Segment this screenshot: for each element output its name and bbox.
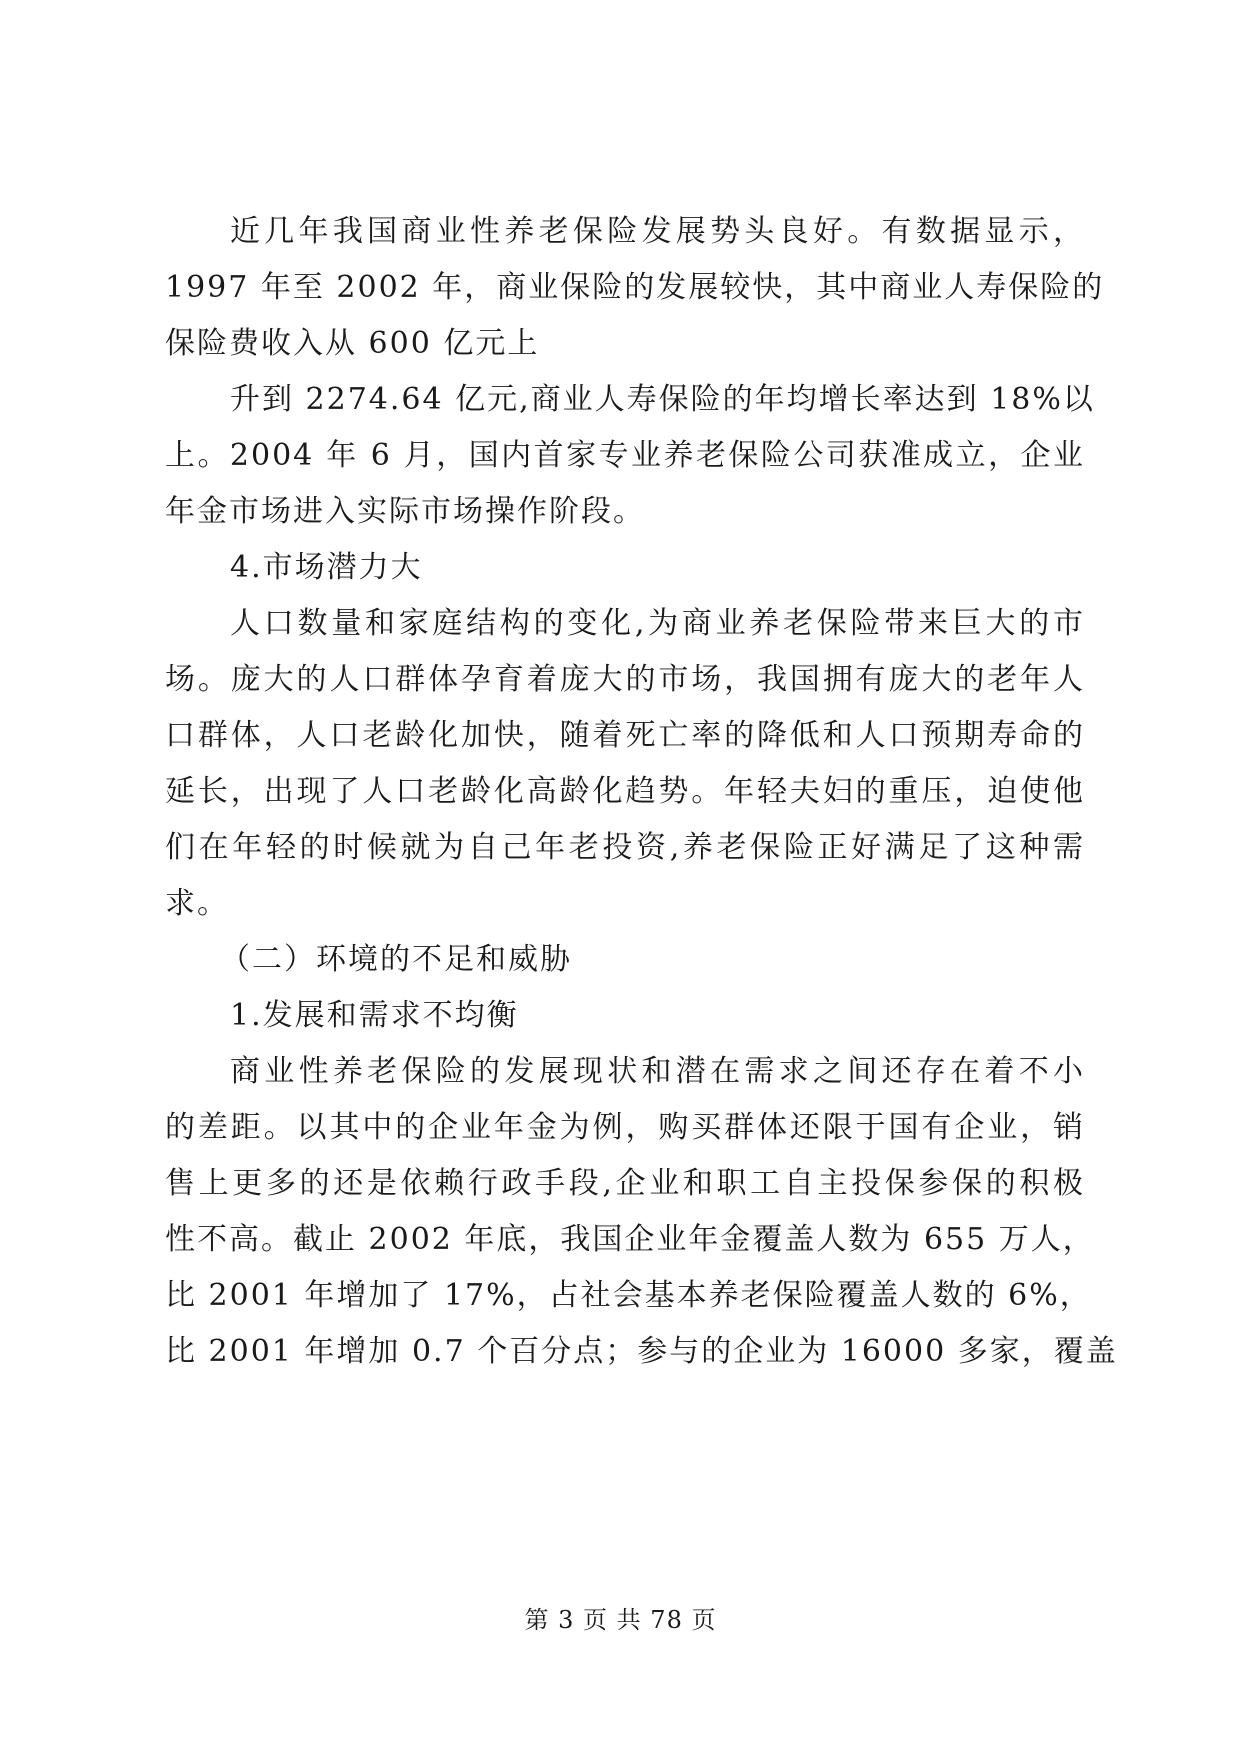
paragraph-line: 上。2004 年 6 月，国内首家专业养老保险公司获准成立，企业 <box>165 438 1085 473</box>
paragraph-line: 人口数量和家庭结构的变化,为商业养老保险带来巨大的市 <box>230 606 1085 641</box>
paragraph-line: 比 2001 年增加了 17%，占社会基本养老保险覆盖人数的 6%， <box>165 1278 1092 1313</box>
paragraph-line: 口群体，人口老龄化加快，随着死亡率的降低和人口预期寿命的 <box>165 718 1085 753</box>
paragraph-line: 近几年我国商业性养老保险发展势头良好。有数据显示， <box>230 214 1085 249</box>
page-number-footer: 第 3 页 共 78 页 <box>524 1606 717 1634</box>
subsection-heading: 1.发展和需求不均衡 <box>230 998 519 1033</box>
paragraph-line: 场。庞大的人口群体孕育着庞大的市场，我国拥有庞大的老年人 <box>165 662 1085 697</box>
paragraph-line: 求。 <box>165 886 229 921</box>
paragraph-line: 售上更多的还是依赖行政手段,企业和职工自主投保参保的积极 <box>165 1166 1085 1201</box>
paragraph-line: 商业性养老保险的发展现状和潜在需求之间还存在着不小 <box>230 1054 1085 1089</box>
section-heading: （二）环境的不足和威胁 <box>220 942 572 977</box>
paragraph-line: 比 2001 年增加 0.7 个百分点；参与的企业为 16000 多家，覆盖 <box>165 1334 1118 1369</box>
section-heading: 4.市场潜力大 <box>230 550 423 585</box>
paragraph-line: 1997 年至 2002 年，商业保险的发展较快，其中商业人寿保险的 <box>165 270 1105 305</box>
paragraph-line: 们在年轻的时候就为自己年老投资,养老保险正好满足了这种需 <box>165 830 1085 865</box>
paragraph-line: 的差距。以其中的企业年金为例，购买群体还限于国有企业，销 <box>165 1110 1085 1145</box>
paragraph-line: 性不高。截止 2002 年底，我国企业年金覆盖人数为 655 万人， <box>165 1222 1095 1257</box>
paragraph-line: 升到 2274.64 亿元,商业人寿保险的年均增长率达到 18%以 <box>230 382 1095 417</box>
paragraph-line: 延长，出现了人口老龄化高龄化趋势。年轻夫妇的重压，迫使他 <box>165 774 1085 809</box>
paragraph-line: 保险费收入从 600 亿元上 <box>165 326 540 361</box>
paragraph-line: 年金市场进入实际市场操作阶段。 <box>165 494 645 529</box>
